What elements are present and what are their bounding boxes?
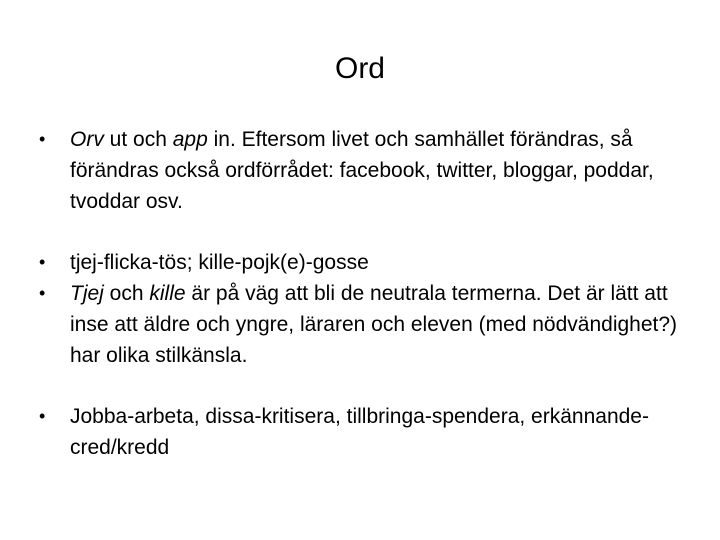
text-run: in. Eftersom livet och samhället förändras, så förändras också ordförrådet: facebook, twitter, bloggar, poddar, tvoddar osv. bbox=[70, 128, 654, 213]
bullet-item bbox=[36, 247, 696, 278]
bullet-text bbox=[70, 128, 654, 213]
italic-term: Tjej bbox=[70, 282, 104, 305]
text-run: är på väg att bli de neutrala termerna. Det är lätt att inse att äldre och yngre, läraren och eleven (med nödvändighet?) har olika stilkänsla. bbox=[70, 282, 678, 367]
bullet-text bbox=[70, 405, 649, 459]
text-run: ut och bbox=[103, 128, 173, 151]
bullet-dot-icon: • bbox=[39, 283, 46, 303]
bullet-item bbox=[36, 401, 696, 463]
bullet-item bbox=[36, 124, 696, 217]
italic-term: app bbox=[172, 128, 208, 151]
text-run: och bbox=[103, 282, 150, 305]
slide-title: Ord bbox=[334, 52, 385, 85]
bullet-dot-icon: • bbox=[39, 129, 46, 149]
bullet-list bbox=[36, 124, 696, 463]
text-run: Jobba-arbeta, dissa-kritisera, tillbringa-spendera, erkännande-cred/kredd bbox=[70, 405, 649, 459]
bullet-text bbox=[70, 251, 369, 274]
bullet-item bbox=[36, 278, 696, 371]
italic-term: kille bbox=[149, 282, 186, 305]
bullet-text bbox=[70, 282, 677, 367]
italic-term: Orv bbox=[70, 128, 104, 151]
text-run: tjej-flicka-tös; kille-pojk(e)-gosse bbox=[70, 251, 369, 274]
bullet-dot-icon: • bbox=[39, 252, 46, 272]
bullet-dot-icon: • bbox=[39, 406, 46, 426]
